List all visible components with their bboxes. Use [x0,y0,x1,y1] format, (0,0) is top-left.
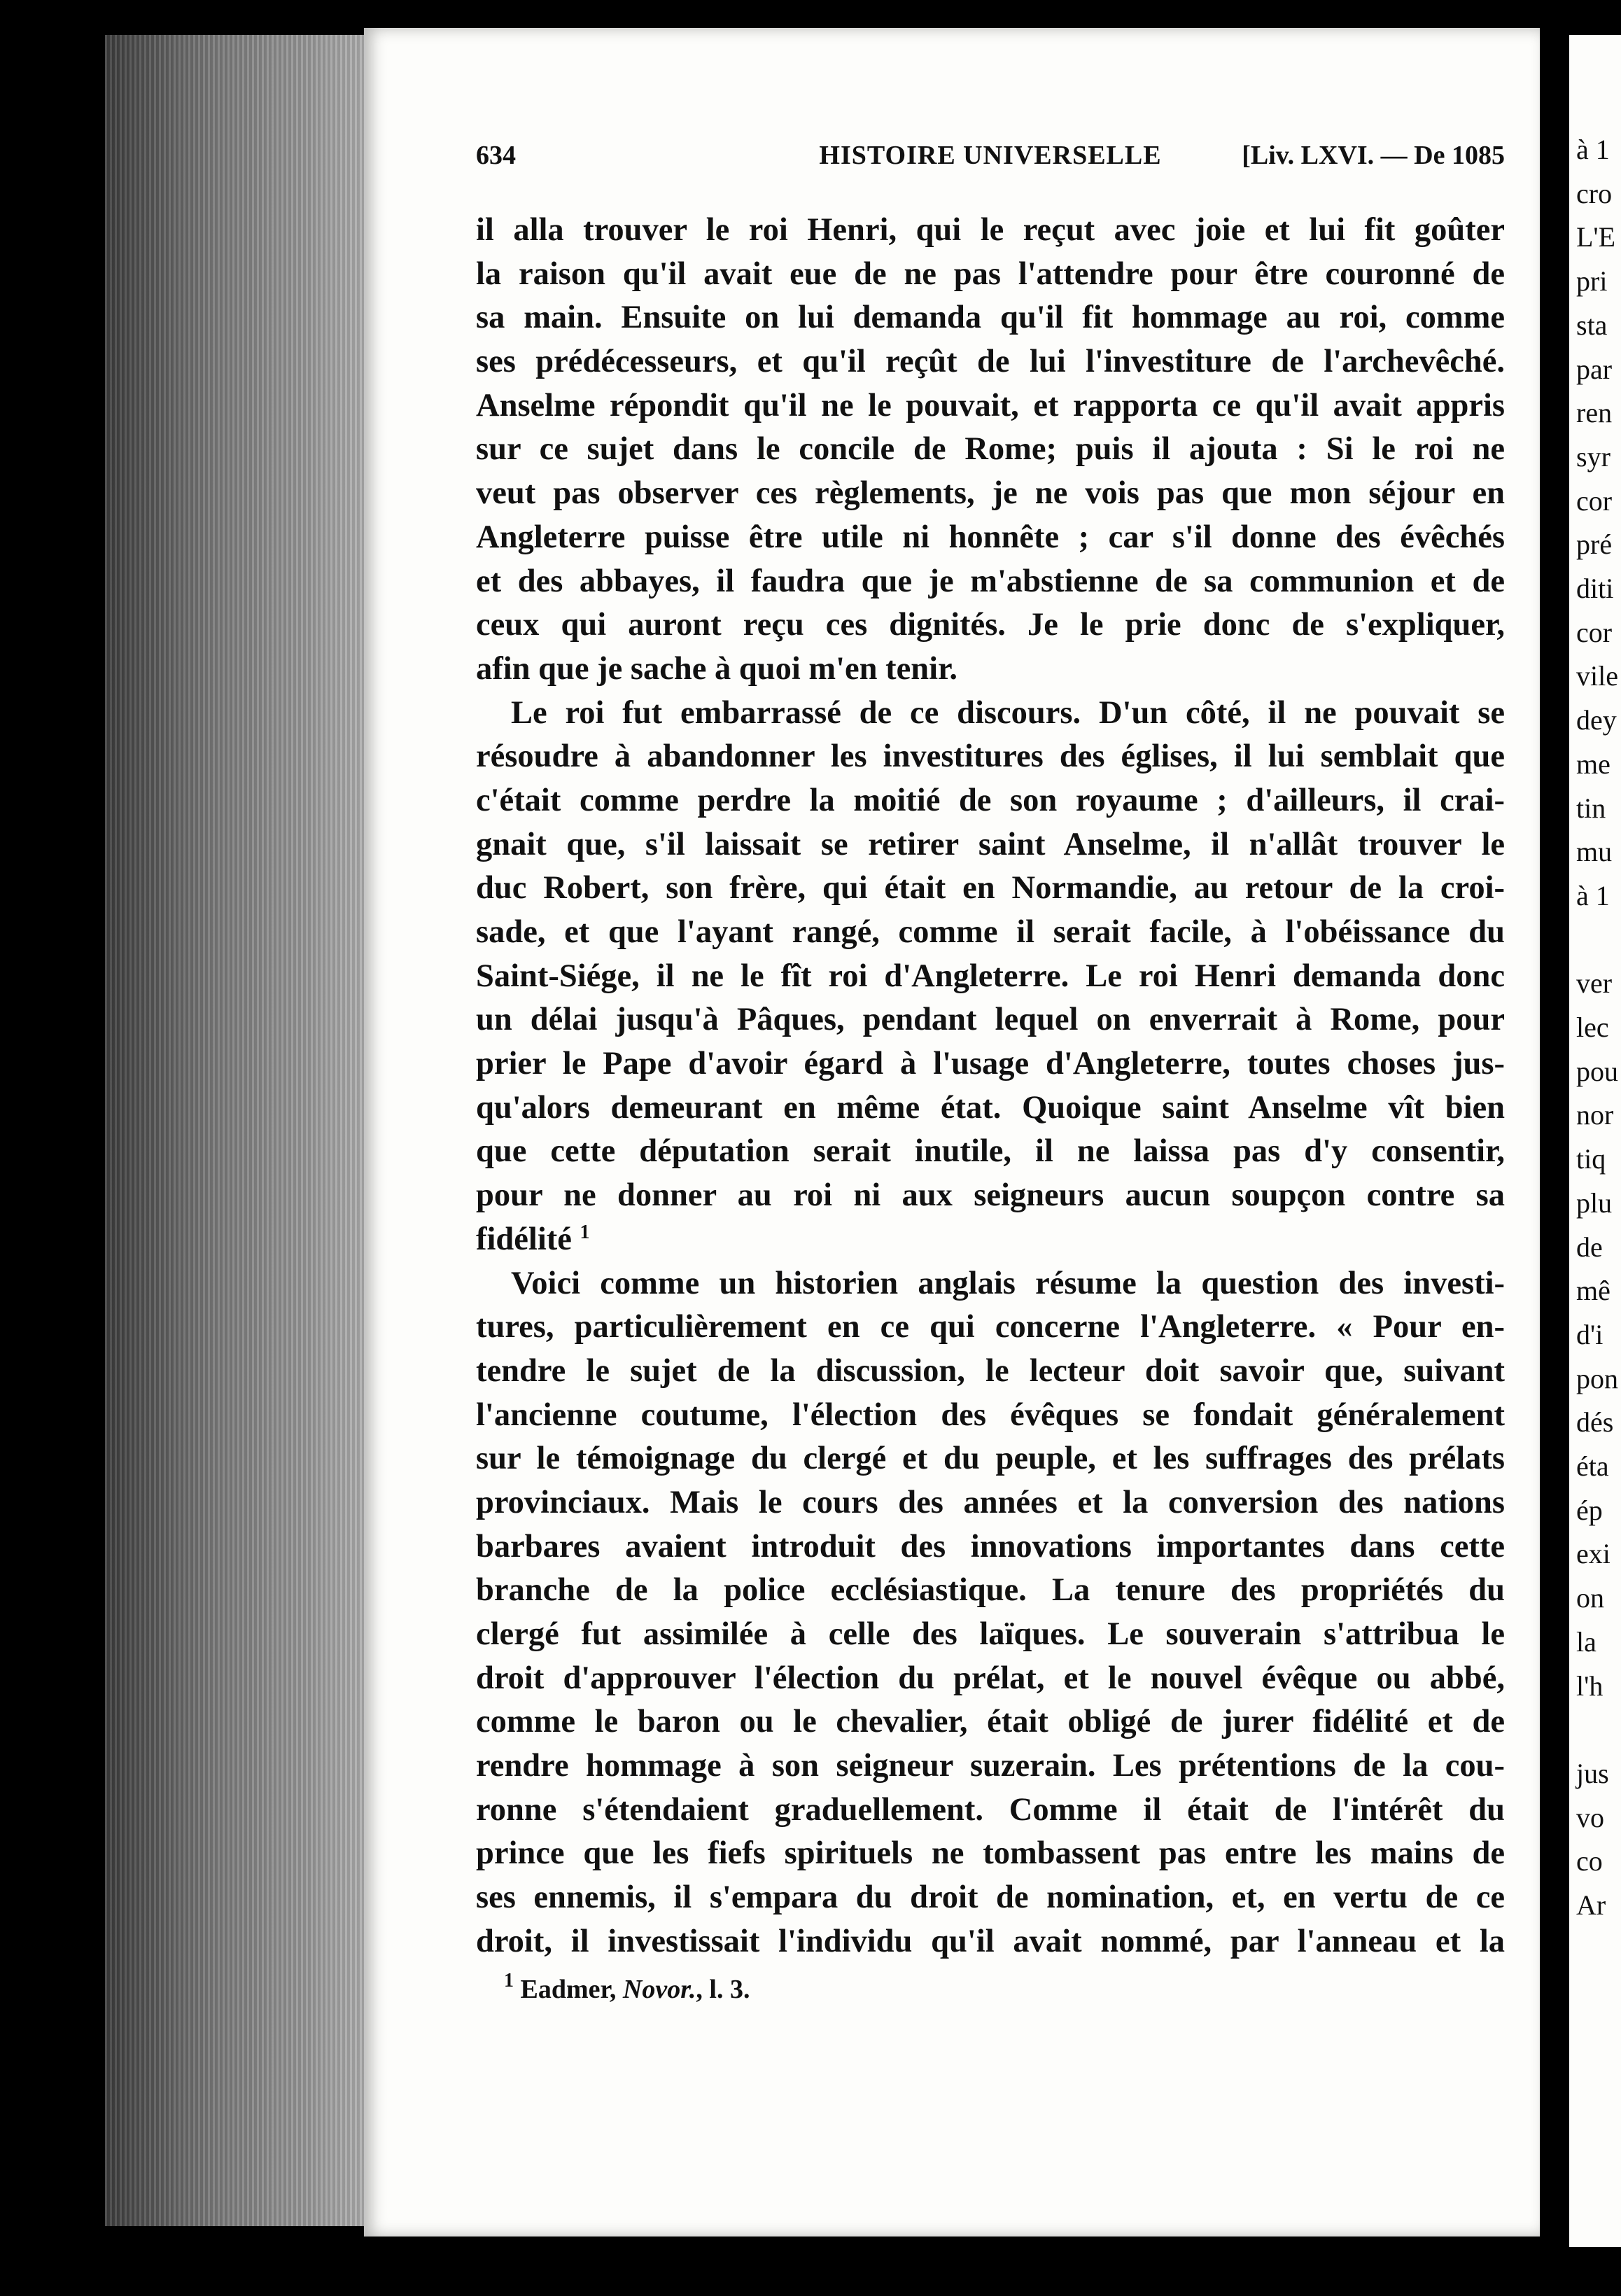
text-line-content: sur ce sujet dans le concile de Rome; puis il ajouta : Si le roi ne [476,431,1505,468]
text-line [476,779,1505,823]
facing-page-text-fragment: nor [1576,1099,1614,1131]
text-line [476,516,1505,560]
facing-page-text-fragment: la [1576,1625,1597,1658]
running-header [476,140,1505,185]
text-line-content: prier le Pape d'avoir égard à l'usage d'Angleterre, toutes choses jus- [476,1046,1505,1082]
text-line-content: la raison qu'il avait eue de ne pas l'attendre pour être couronné de [476,255,1505,292]
text-line-content: Le roi fut embarrassé de ce discours. D'un côté, il ne pouvait se [511,694,1505,731]
facing-page-text-fragment: syr [1576,440,1611,472]
facing-page-text-fragment: cor [1576,616,1613,648]
facing-page-text-fragment: mu [1576,836,1613,868]
text-line-content: ses prédécesseurs, et qu'il reçût de lui l'investiture de l'archevêché. [476,344,1505,380]
facing-page-text-fragment: Ar [1576,1889,1606,1921]
text-line [476,1306,1505,1350]
running-title: HISTOIRE UNIVERSELLE [819,141,1162,170]
facing-page-text-fragment: pou [1576,1055,1618,1087]
facing-page-text-fragment: diti [1576,573,1614,604]
text-line [476,1350,1505,1394]
facing-page-text-fragment: cro [1576,177,1613,209]
facing-page-text-fragment: pri [1576,265,1608,298]
text-line-content: sade, et que l'ayant rangé, comme il serait facile, à l'obéissance du [476,914,1505,950]
text-line [476,428,1505,472]
facing-page-text-fragment: plu [1576,1186,1613,1219]
footnote-author: Eadmer, [520,1975,617,2004]
page-number: 634 [476,141,516,170]
text-line [476,1920,1505,1964]
text-line-content: sa main. Ensuite on lui demanda qu'il fit hommage au roi, comme [476,300,1505,336]
text-line-content: rendre hommage à son seigneur suzerain. Les prétentions de la cou- [476,1748,1505,1784]
facing-page-text-fragment: de [1576,1231,1603,1263]
text-line [476,1744,1505,1788]
text-line [476,911,1505,955]
text-line-content: un délai jusqu'à Pâques, pendant lequel on enverrait à Rome, pour [476,1002,1505,1038]
text-line-content: tures, particulièrement en ce qui concerne l'Angleterre. « Pour en- [476,1309,1505,1345]
text-line-content: tendre le sujet de la discussion, le lecteur doit savoir que, suivant [476,1352,1505,1389]
text-line-content: que cette députation serait inutile, il ne laissa pas d'y consentir, [476,1133,1505,1170]
text-line [476,603,1505,648]
text-line [476,1832,1505,1876]
text-line [476,1613,1505,1657]
facing-page-text-fragment: à 1 [1576,879,1610,911]
text-line-content: clergé fut assimilée à celle des laïques. Le souverain s'attribua le [476,1616,1505,1652]
text-line-content: duc Robert, son frère, qui était en Normandie, au retour de la croi- [476,870,1505,906]
text-line-content: droit, il investissait l'individu qu'il avait nommé, par l'anneau et la [476,1923,1505,1959]
facing-page-text-fragment: éta [1576,1450,1609,1482]
text-line-content: il alla trouver le roi Henri, qui le reçut avec joie et lui fit goûter [476,212,1505,248]
text-line [476,296,1505,340]
footnote [504,1970,750,2005]
text-line-content: résoudre à abandonner les investitures des églises, il lui semblait que [476,738,1505,775]
facing-page-text-fragment: dey [1576,704,1617,736]
text-line-content: pour ne donner au roi ni aux seigneurs aucun soupçon contre sa [476,1177,1505,1214]
facing-page-text-fragment: mê [1576,1275,1611,1307]
text-line-content: fidélité [476,1221,572,1257]
text-line [476,560,1505,604]
text-line [476,735,1505,779]
facing-page-text-fragment: à 1 [1576,134,1610,165]
facing-page-text-fragment: exi [1576,1538,1611,1570]
facing-page-text-fragment: dés [1576,1406,1614,1438]
facing-page-fragment [1569,35,1621,2247]
text-line [476,1481,1505,1525]
text-line-content: sur le témoignage du clergé et du peuple, et les suffrages des prélats [476,1441,1505,1477]
text-line-content: branche de la police ecclésiastique. La tenure des propriétés du [476,1572,1505,1609]
facing-page-text-fragment: co [1576,1845,1603,1877]
text-line [476,1700,1505,1744]
text-line-content: l'ancienne coutume, l'élection des évêques se fondait généralement [476,1396,1505,1433]
text-line-content: ceux qui auront reçu ces dignités. Je le prie donc de s'expliquer, [476,607,1505,643]
facing-page-text-fragment: lec [1576,1011,1609,1043]
text-line [476,1437,1505,1481]
text-line [476,692,1505,736]
text-line [476,823,1505,867]
facing-page-text-fragment: me [1576,748,1611,780]
facing-page-text-fragment: pon [1576,1362,1618,1394]
text-line [476,472,1505,516]
footnote-reference: 1 [580,1221,590,1243]
footnote-ref: , l. 3. [696,1975,750,2004]
text-line [476,209,1505,253]
footnote-marker: 1 [504,1970,514,1991]
text-line-content: qu'alors demeurant en même état. Quoique saint Anselme vît bien [476,1089,1505,1126]
text-line [476,1657,1505,1701]
facing-page-text-fragment: pré [1576,528,1613,561]
text-line [476,1218,1505,1262]
facing-page-text-fragment: on [1576,1582,1604,1614]
text-line [476,1086,1505,1130]
text-line [476,1174,1505,1218]
section-reference: [Liv. LXVI. — De 1085 [1242,141,1505,170]
text-line [476,1876,1505,1920]
facing-page-text-fragment: par [1576,353,1613,385]
text-line [476,340,1505,384]
text-line [476,867,1505,911]
text-line-content: Voici comme un historien anglais résume la question des investi- [511,1265,1505,1301]
footnote-work: Novor. [622,1975,696,2004]
text-line-content: ronne s'étendaient graduellement. Comme il était de l'intérêt du [476,1791,1505,1828]
facing-page-text-fragment: L'E [1576,221,1616,253]
text-line [476,1569,1505,1613]
text-line [476,253,1505,297]
text-line-content: gnait que, s'il laissait se retirer saint Anselme, il n'allât trouver le [476,826,1505,862]
text-line-content: provinciaux. Mais le cours des années et la conversion des nations [476,1484,1505,1520]
text-line [476,648,1505,692]
text-line-content: prince que les fiefs spirituels ne tombassent pas entre les mains de [476,1835,1505,1872]
text-line [476,1788,1505,1833]
text-line-content: droit d'approuver l'élection du prélat, et le nouvel évêque ou abbé, [476,1660,1505,1696]
text-line-content: comme le baron ou le chevalier, était obligé de jurer fidélité et de [476,1704,1505,1740]
facing-page-text-fragment: sta [1576,309,1608,341]
text-line-content: afin que je sache à quoi m'en tenir. [476,650,958,687]
text-line-content: Angleterre puisse être utile ni honnête ; car s'il donne des évêchés [476,519,1505,555]
text-line [476,1042,1505,1086]
text-line [476,384,1505,428]
facing-page-text-fragment: tiq [1576,1143,1606,1175]
facing-page-text-fragment: d'i [1576,1318,1604,1350]
text-line-content: Anselme répondit qu'il ne le pouvait, et rapporta ce qu'il avait appris [476,387,1505,424]
text-line-content: c'était comme perdre la moitié de son royaume ; d'ailleurs, il crai- [476,782,1505,818]
text-line-content: Saint-Siége, il ne le fît roi d'Angleterre. Le roi Henri demanda donc [476,958,1505,994]
text-line-content: veut pas observer ces règlements, je ne vois pas que mon séjour en [476,475,1505,512]
text-line [476,1130,1505,1174]
facing-page-text-fragment: ver [1576,967,1613,1000]
text-line [476,1262,1505,1306]
text-line [476,1525,1505,1569]
facing-page-text-fragment: vile [1576,660,1618,692]
facing-page-text-fragment: jus [1576,1757,1609,1789]
text-line [476,998,1505,1042]
facing-page-text-fragment: vo [1576,1801,1604,1833]
facing-page-text-fragment: ren [1576,397,1613,429]
body-text [476,209,1505,1964]
facing-page-text-fragment: l'h [1576,1670,1604,1702]
text-line-content: barbares avaient introduit des innovations importantes dans cette [476,1528,1505,1564]
facing-page-text-fragment: cor [1576,484,1613,517]
facing-page-text-fragment: ép [1576,1494,1603,1526]
text-line-content: et des abbayes, il faudra que je m'abstienne de sa communion et de [476,563,1505,599]
facing-page-text-fragment: tin [1576,792,1606,824]
text-line [476,1394,1505,1438]
book-page [364,28,1540,2236]
book-page-edges [105,35,399,2226]
text-line-content: ses ennemis, il s'empara du droit de nomination, et, en vertu de ce [476,1879,1505,1916]
text-line [476,955,1505,999]
